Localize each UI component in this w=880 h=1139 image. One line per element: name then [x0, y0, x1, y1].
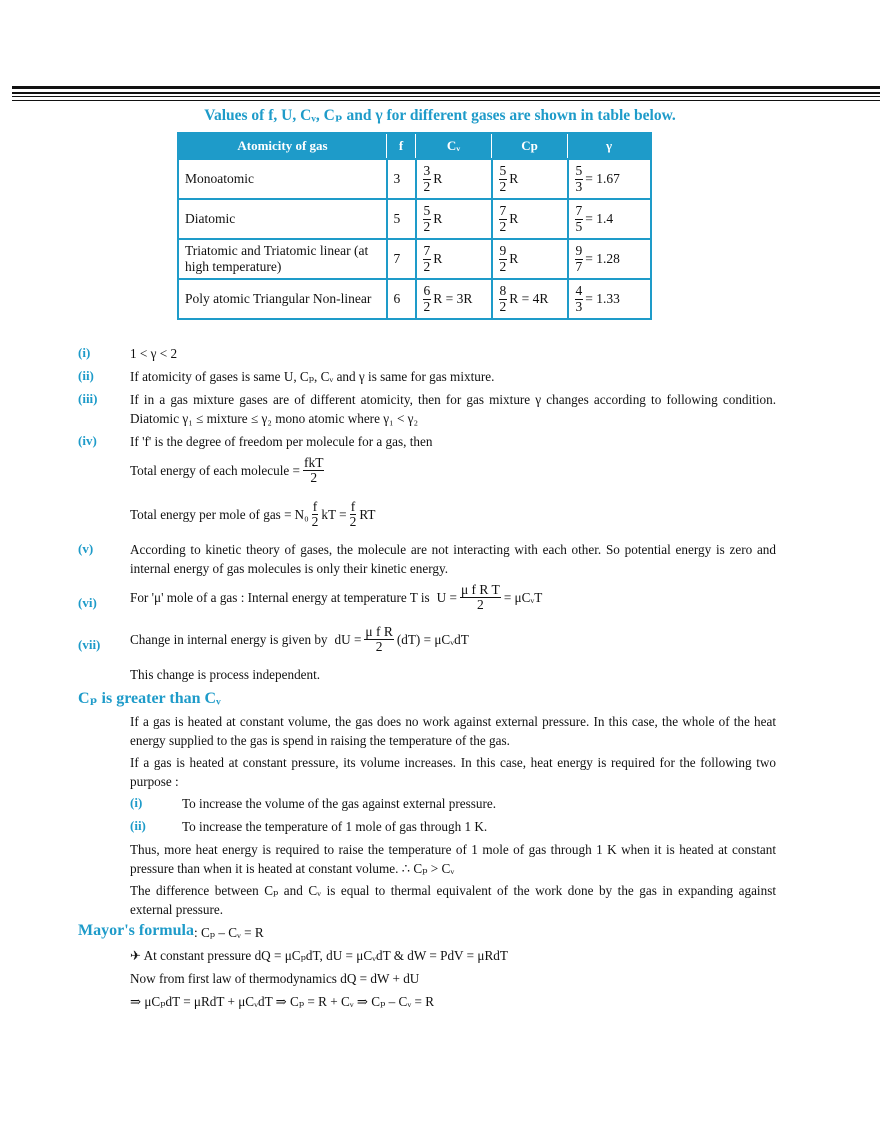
header-cp: Cp [492, 133, 568, 159]
header-f: f [387, 133, 416, 159]
numerator: 7 [423, 243, 431, 259]
section-paragraph: If a gas is heated at constant pressure, its volume increases. In this case, heat energy is required for the following two purpose : [130, 755, 776, 789]
cell-cp [492, 239, 568, 279]
point-label: (iii) [78, 391, 98, 406]
cell-gamma [568, 159, 652, 199]
denominator: 2 [423, 298, 431, 314]
point-label: (vii) [78, 637, 101, 652]
sub-label: (ii) [130, 818, 146, 833]
numerator: 5 [499, 163, 507, 179]
fraction [499, 244, 508, 273]
cv-term: R [433, 211, 443, 226]
cell-gas: Monoatomic [178, 159, 387, 199]
eq-term: kT = [321, 507, 347, 523]
denominator: 5 [575, 218, 583, 234]
mayor-heading: Mayor's formula [78, 922, 194, 939]
cv-term: R [433, 251, 443, 266]
fraction [575, 204, 584, 233]
eq-row [130, 500, 375, 529]
gas-values-table [177, 132, 652, 320]
cell-f: 7 [387, 239, 416, 279]
section-paragraph: If a gas is heated at constant volume, the gas does no work against external pressure. In this case, the whole of the heat energy supplied to the gas is spend in raising the temperature of the gas. [130, 714, 776, 748]
cell-gas: Triatomic and Triatomic linear (at high temperature) [178, 239, 387, 279]
fraction [364, 625, 394, 654]
fraction [423, 164, 432, 193]
fraction [575, 164, 584, 193]
gamma-term: = 1.67 [585, 171, 620, 186]
cell-gamma [568, 279, 652, 319]
numerator: fkT [303, 455, 324, 470]
denominator: 2 [477, 597, 484, 613]
cp-term: R [509, 251, 519, 266]
cell-cv [416, 159, 492, 199]
fraction [499, 164, 508, 193]
fraction [423, 204, 432, 233]
point-label: (vi) [78, 595, 97, 610]
gamma-term: = 1.28 [585, 251, 620, 266]
eq-energy-per-mole [130, 500, 776, 529]
point-label: (v) [78, 541, 94, 556]
cp-term: R [509, 171, 519, 186]
point-label: (i) [78, 345, 91, 360]
fraction [312, 500, 319, 529]
point-text: If atomicity of gases is same U, Cₚ, Cᵥ and γ is same for gas mixture. [130, 369, 495, 384]
point-text: According to kinetic theory of gases, the molecule are not interacting with each other. So potential energy is zero and internal energy of gas molecules is only their kinetic energy. [130, 542, 776, 576]
denominator: 2 [499, 178, 507, 194]
denominator: 2 [499, 258, 507, 274]
top-rule-2 [12, 96, 880, 97]
cv-term: R = 3R [433, 291, 473, 306]
cp-term: R [509, 211, 519, 226]
denominator: 2 [499, 298, 507, 314]
numerator: 5 [575, 163, 583, 179]
denominator: 2 [311, 514, 319, 530]
eq-label: Total energy of each molecule = [130, 463, 300, 479]
mayor-line: ⇒ μCₚdT = μRdT + μCᵥdT ⇒ Cₚ = R + Cᵥ ⇒ Cₚ – Cᵥ = R [130, 994, 435, 1009]
point-label: (ii) [78, 368, 94, 383]
fraction [350, 500, 357, 529]
eq-energy-per-molecule [130, 456, 776, 485]
cell-f: 6 [387, 279, 416, 319]
cell-gamma [568, 199, 652, 239]
fraction [499, 284, 508, 313]
denominator: 2 [499, 218, 507, 234]
numerator: f [350, 499, 356, 514]
cell-cv [416, 279, 492, 319]
cell-cv [416, 199, 492, 239]
section-heading: Cₚ is greater than Cᵥ [78, 690, 221, 707]
fraction [460, 583, 501, 612]
cell-f: 3 [387, 159, 416, 199]
table-row [178, 239, 651, 279]
numerator: 3 [423, 163, 431, 179]
fraction [499, 204, 508, 233]
cell-cp [492, 279, 568, 319]
numerator: f [312, 499, 318, 514]
denominator: 2 [423, 178, 431, 194]
top-rule-3 [12, 100, 880, 101]
eq-term: N₀ [294, 507, 309, 523]
eq-term: dU = [334, 632, 362, 648]
denominator: 3 [575, 178, 583, 194]
eq-term: (dT) = μCᵥdT [396, 632, 469, 648]
denominator: 2 [423, 258, 431, 274]
top-rule-thick [12, 86, 880, 89]
cell-cp [492, 199, 568, 239]
numerator: 9 [575, 243, 583, 259]
mayor-line: Now from first law of thermodynamics dQ = dW + dU [130, 971, 420, 986]
cell-cv [416, 239, 492, 279]
cell-gamma [568, 239, 652, 279]
cell-f: 5 [387, 199, 416, 239]
point-text-with-eq [130, 583, 776, 612]
point-text-with-eq [130, 625, 776, 654]
table-title: Values of f, U, Cᵥ, Cₚ and γ for different gases are shown in table below. [204, 107, 676, 124]
fraction [423, 244, 432, 273]
eq-term: U = [436, 590, 457, 606]
cp-term: R = 4R [509, 291, 549, 306]
point-label: (iv) [78, 433, 97, 448]
gamma-term: = 1.33 [585, 291, 620, 306]
numerator: μ f R T [460, 582, 500, 597]
cv-term: R [433, 171, 443, 186]
header-cv: Cᵥ [416, 133, 492, 159]
eq-term: = μCᵥT [503, 590, 543, 606]
fraction [575, 284, 584, 313]
eq-row [130, 625, 469, 654]
denominator: 2 [349, 514, 357, 530]
sub-text: To increase the volume of the gas against external pressure. [182, 796, 496, 811]
eq-row [130, 456, 324, 485]
numerator: 7 [575, 203, 583, 219]
point-text: 1 < γ < 2 [130, 346, 178, 361]
denominator: 2 [423, 218, 431, 234]
sub-label: (i) [130, 795, 143, 810]
header-atomicity: Atomicity of gas [178, 133, 387, 159]
numerator: μ f R [365, 624, 393, 639]
denominator: 2 [310, 470, 318, 486]
gamma-term: = 1.4 [585, 211, 614, 226]
process-note: This change is process independent. [130, 667, 321, 682]
numerator: 4 [575, 283, 583, 299]
numerator: 7 [499, 203, 507, 219]
eq-row [130, 583, 542, 612]
denominator: 2 [375, 639, 383, 655]
fraction [423, 284, 432, 313]
table-header-row [178, 133, 651, 159]
fraction [303, 456, 325, 485]
mayor-formula: : Cₚ – Cᵥ = R [194, 925, 264, 940]
table-row [178, 279, 651, 319]
eq-label: Total energy per mole of gas = [130, 507, 292, 523]
fraction [575, 244, 584, 273]
table-row [178, 199, 651, 239]
sub-text: To increase the temperature of 1 mole of gas through 1 K. [182, 819, 488, 834]
point-text: Change in internal energy is given by [130, 632, 328, 648]
eq-term: RT [359, 507, 376, 523]
section-paragraph: The difference between Cₚ and Cᵥ is equal to thermal equivalent of the work done by the gas in expanding against external pressure. [130, 883, 776, 917]
point-text: For 'μ' mole of a gas : Internal energy at temperature T is [130, 590, 430, 606]
denominator: 7 [575, 258, 583, 274]
point-text: If in a gas mixture gases are of different atomicity, then for gas mixture γ changes according to following condition. Diatomic γ₁ ≤ mixture ≤ γ₂ mono atomic where γ₁ < γ₂ [130, 392, 776, 426]
numerator: 6 [423, 283, 431, 299]
mayor-line: ✈ At constant pressure dQ = μCₚdT, dU = μCᵥdT & dW = PdV = μRdT [130, 948, 508, 963]
section-paragraph: Thus, more heat energy is required to raise the temperature of 1 mole of gas through 1 K when it is heated at constant pressure than when it is heated at constant volume. ∴ Cₚ > Cᵥ [130, 842, 776, 876]
point-text: If 'f' is the degree of freedom per molecule for a gas, then [130, 434, 433, 449]
cell-gas: Poly atomic Triangular Non-linear [178, 279, 387, 319]
table-row [178, 159, 651, 199]
cell-gas: Diatomic [178, 199, 387, 239]
numerator: 8 [499, 283, 507, 299]
numerator: 5 [423, 203, 431, 219]
cell-cp [492, 159, 568, 199]
denominator: 3 [575, 298, 583, 314]
numerator: 9 [499, 243, 507, 259]
top-rule-1 [12, 92, 880, 94]
header-gamma: γ [568, 133, 652, 159]
